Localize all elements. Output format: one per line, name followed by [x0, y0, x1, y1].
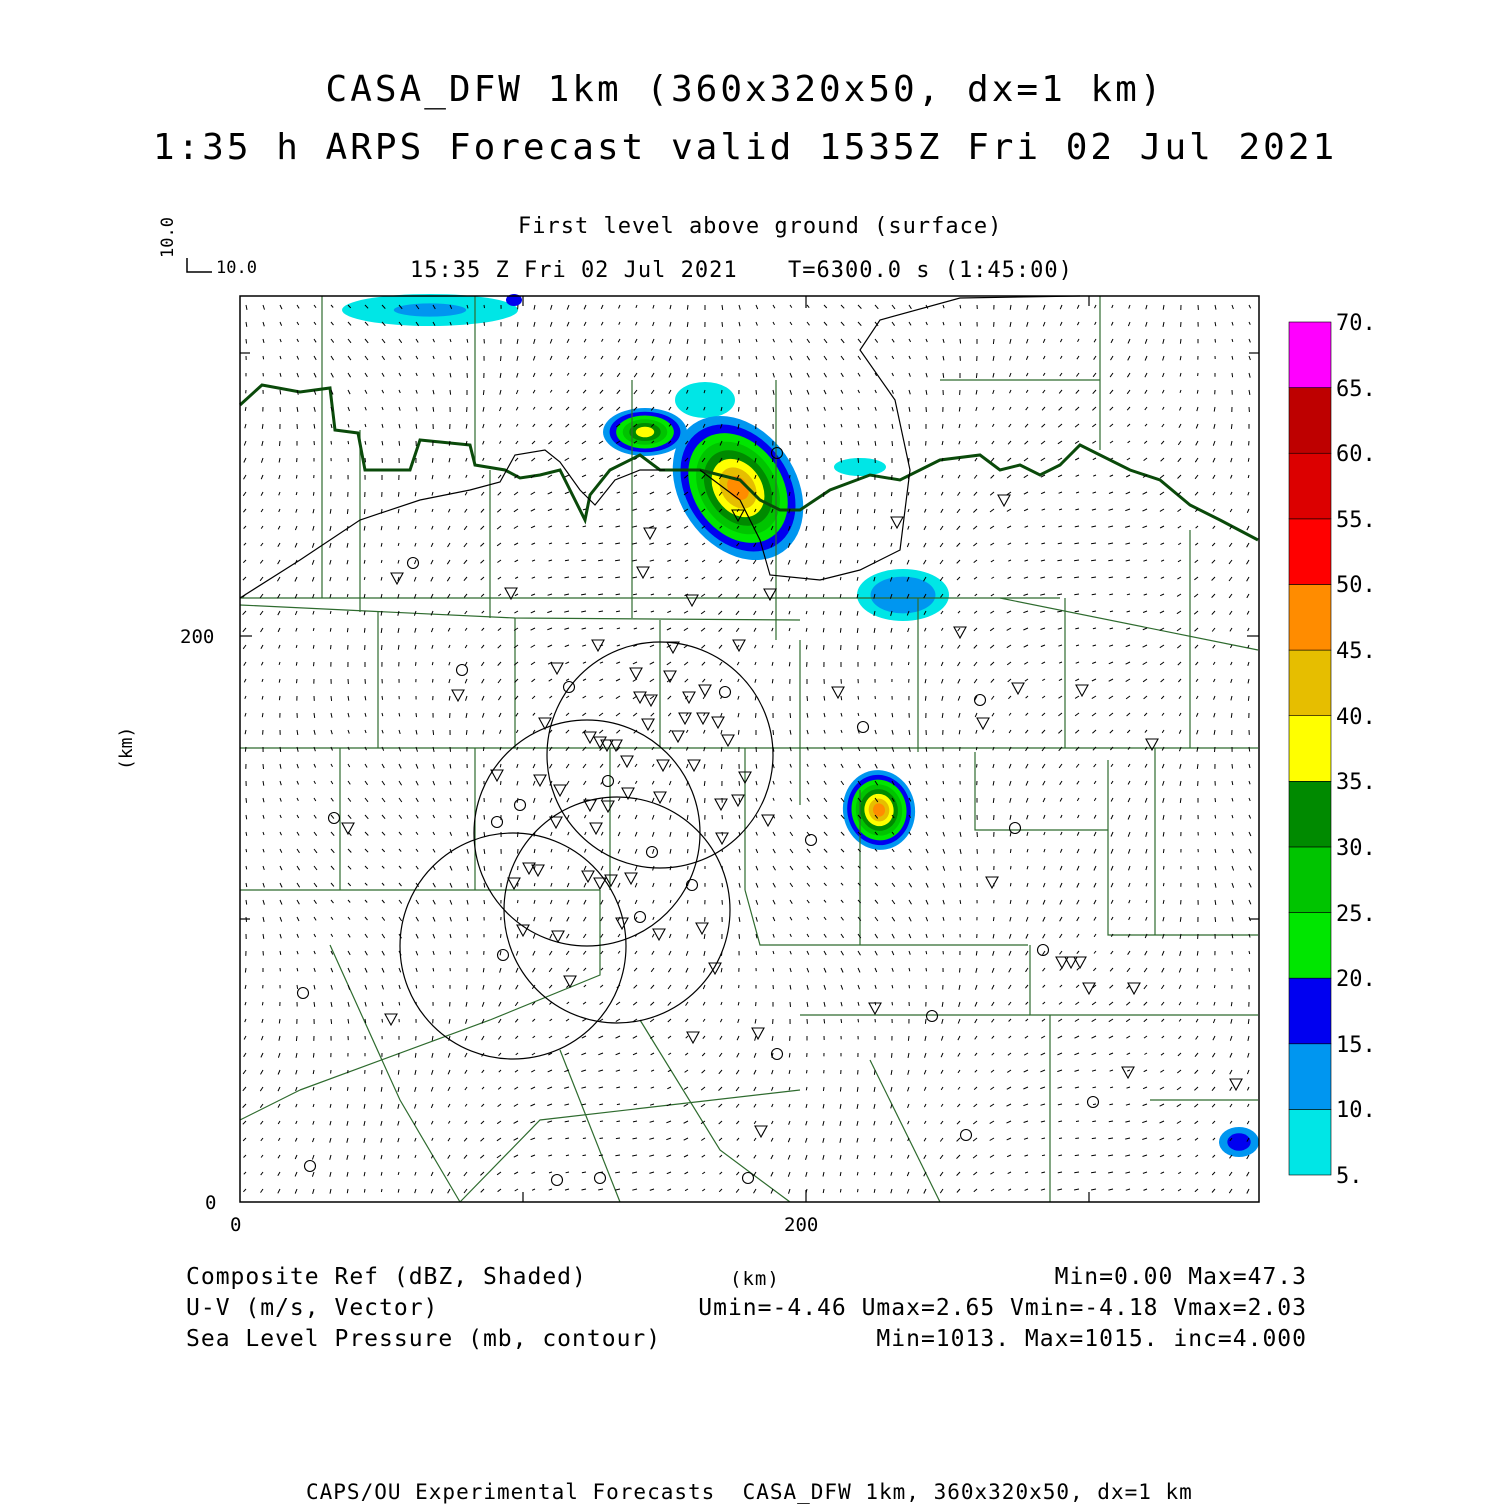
station-triangle [642, 719, 654, 730]
y-tick-0: 0 [205, 1192, 217, 1214]
legend-stats-reflectivity: Min=0.00 Max=47.3 [1054, 1264, 1307, 1290]
station-triangle [732, 795, 744, 806]
county-line [640, 1020, 790, 1202]
colorbar-label: 65. [1336, 376, 1376, 402]
station-triangle [715, 799, 727, 810]
station-triangle [687, 1032, 699, 1043]
station-triangle [653, 929, 665, 940]
station-triangle [590, 823, 602, 834]
station-triangle [832, 687, 844, 698]
station-circle [552, 1175, 563, 1186]
colorbar-swatch [1289, 519, 1331, 585]
colorbar-swatch [1289, 781, 1331, 847]
colorbar-label: 50. [1336, 573, 1376, 599]
station-triangle [696, 923, 708, 934]
station-circle [635, 912, 646, 923]
colorbar [1289, 322, 1331, 1175]
station-triangle [679, 713, 691, 724]
station-triangle [1122, 1067, 1134, 1078]
station-triangle [644, 528, 656, 539]
station-triangle [552, 931, 564, 942]
station-triangle [672, 731, 684, 742]
station-triangle [505, 588, 517, 599]
station-triangle [755, 1126, 767, 1137]
x-tick-0: 0 [230, 1214, 242, 1236]
station-triangle [625, 873, 637, 884]
station-triangle [554, 785, 566, 796]
station-triangle [645, 695, 657, 706]
station-triangle [752, 1028, 764, 1039]
station-circle [1088, 1097, 1099, 1108]
colorbar-swatch [1289, 650, 1331, 716]
county-line [240, 605, 800, 620]
station-triangle [998, 495, 1010, 506]
station-circle [743, 1173, 754, 1184]
station-triangle [630, 668, 642, 679]
colorbar-label: 25. [1336, 901, 1376, 927]
county-line [745, 890, 1028, 945]
legend-field-wind: U-V (m/s, Vector) [186, 1295, 439, 1321]
station-triangle [1230, 1079, 1242, 1090]
station-circle [492, 817, 503, 828]
colorbar-swatch [1289, 847, 1331, 913]
station-circle [515, 800, 526, 811]
county-line [560, 1050, 620, 1202]
colorbar-swatch [1289, 388, 1331, 454]
station-circle [298, 988, 309, 999]
forecast-valid-title: 1:35 h ARPS Forecast valid 1535Z Fri 02 Jul 2021 [152, 127, 1338, 168]
model-time-label: T=6300.0 s (1:45:00) [788, 258, 1073, 283]
station-circle [806, 835, 817, 846]
vector-scale-x: 10.0 [216, 258, 257, 278]
reflectivity-cell [1227, 1133, 1250, 1151]
station-triangle [1012, 683, 1024, 694]
station-circle [961, 1130, 972, 1141]
station-triangle [654, 792, 666, 803]
station-circle [564, 682, 575, 693]
station-triangle [551, 663, 563, 674]
station-triangle [762, 815, 774, 826]
colorbar-swatch [1289, 584, 1331, 650]
footer-credit: CAPS/OU Experimental Forecasts CASA_DFW 1km, 360x320x50, dx=1 km [306, 1480, 1193, 1504]
station-triangle [688, 760, 700, 771]
county-line [330, 945, 460, 1202]
station-triangle [683, 692, 695, 703]
reflectivity-cell [675, 382, 735, 418]
station-circle [408, 558, 419, 569]
y-axis-label: (km) [116, 726, 137, 770]
station-circle [927, 1011, 938, 1022]
county-line [1000, 598, 1258, 650]
level-subtitle: First level above ground (surface) [518, 214, 1003, 239]
reflectivity-cell [394, 303, 466, 316]
station-triangle [869, 1003, 881, 1014]
map-title: CASA_DFW 1km (360x320x50, dx=1 km) [325, 69, 1165, 110]
station-markers [298, 448, 1243, 1186]
station-triangle [686, 595, 698, 606]
station-triangle [977, 718, 989, 729]
colorbar-label: 5. [1336, 1164, 1363, 1189]
vector-scale-key [187, 258, 212, 272]
x-tick-200: 200 [784, 1214, 819, 1236]
station-circle [305, 1161, 316, 1172]
station-triangle [1083, 983, 1095, 994]
station-triangle [712, 717, 724, 728]
vector-scale-y: 10.0 [158, 217, 178, 258]
station-circle [595, 1173, 606, 1184]
colorbar-swatch [1289, 716, 1331, 782]
station-triangle [637, 567, 649, 578]
station-triangle [616, 918, 628, 929]
colorbar-label: 20. [1336, 967, 1376, 993]
county-line [975, 752, 1108, 830]
colorbar-swatch [1289, 978, 1331, 1044]
station-triangle [697, 713, 709, 724]
station-triangle [1076, 685, 1088, 696]
reflectivity-cell [884, 584, 922, 605]
station-triangle [582, 871, 594, 882]
station-triangle [539, 718, 551, 729]
colorbar-swatch [1289, 1109, 1331, 1175]
station-triangle [391, 573, 403, 584]
colorbar-label: 40. [1336, 704, 1376, 730]
legend-field-pressure: Sea Level Pressure (mb, contour) [186, 1326, 662, 1352]
colorbar-swatch [1289, 453, 1331, 519]
y-tick-200: 200 [180, 626, 215, 648]
station-triangle [605, 875, 617, 886]
station-triangle [657, 760, 669, 771]
colorbar-swatch [1289, 322, 1331, 388]
station-circle [858, 722, 869, 733]
county-line [300, 890, 600, 1090]
station-triangle [602, 801, 614, 812]
station-triangle [452, 690, 464, 701]
station-triangle [534, 775, 546, 786]
station-triangle [986, 877, 998, 888]
station-triangle [532, 865, 544, 876]
valid-time-label: 15:35 Z Fri 02 Jul 2021 [410, 258, 738, 283]
station-triangle [1128, 983, 1140, 994]
radar-range-rings [400, 642, 773, 1059]
station-triangle [699, 685, 711, 696]
station-circle [603, 776, 614, 787]
county-line [240, 1090, 300, 1120]
station-triangle [891, 517, 903, 528]
station-circle [975, 695, 986, 706]
station-triangle [621, 756, 633, 767]
legend-stats-pressure: Min=1013. Max=1015. inc=4.000 [876, 1326, 1307, 1352]
station-triangle [722, 735, 734, 746]
colorbar-label: 60. [1336, 442, 1376, 468]
station-triangle [634, 692, 646, 703]
county-line [1108, 760, 1258, 935]
colorbar-label: 55. [1336, 507, 1376, 533]
station-triangle [550, 817, 562, 828]
colorbar-swatch [1289, 1044, 1331, 1110]
reflectivity-cell [636, 427, 654, 438]
colorbar-label: 45. [1336, 639, 1376, 665]
station-circle [647, 847, 658, 858]
station-circle [1010, 823, 1021, 834]
x-axis-label: (km) [730, 1268, 780, 1290]
county-line [460, 1090, 800, 1202]
colorbar-label: 70. [1336, 311, 1376, 336]
station-circle [457, 665, 468, 676]
station-triangle [385, 1014, 397, 1025]
colorbar-label: 35. [1336, 770, 1376, 796]
colorbar-label: 10. [1336, 1098, 1376, 1124]
legend-field-reflectivity: Composite Ref (dBZ, Shaded) [186, 1264, 587, 1290]
station-circle [498, 950, 509, 961]
county-line [870, 1060, 940, 1202]
colorbar-swatch [1289, 913, 1331, 979]
station-circle [720, 687, 731, 698]
legend-stats-wind: Umin=-4.46 Umax=2.65 Vmin=-4.18 Vmax=2.03 [698, 1295, 1307, 1321]
colorbar-label: 15. [1336, 1032, 1376, 1058]
colorbar-label: 30. [1336, 835, 1376, 861]
